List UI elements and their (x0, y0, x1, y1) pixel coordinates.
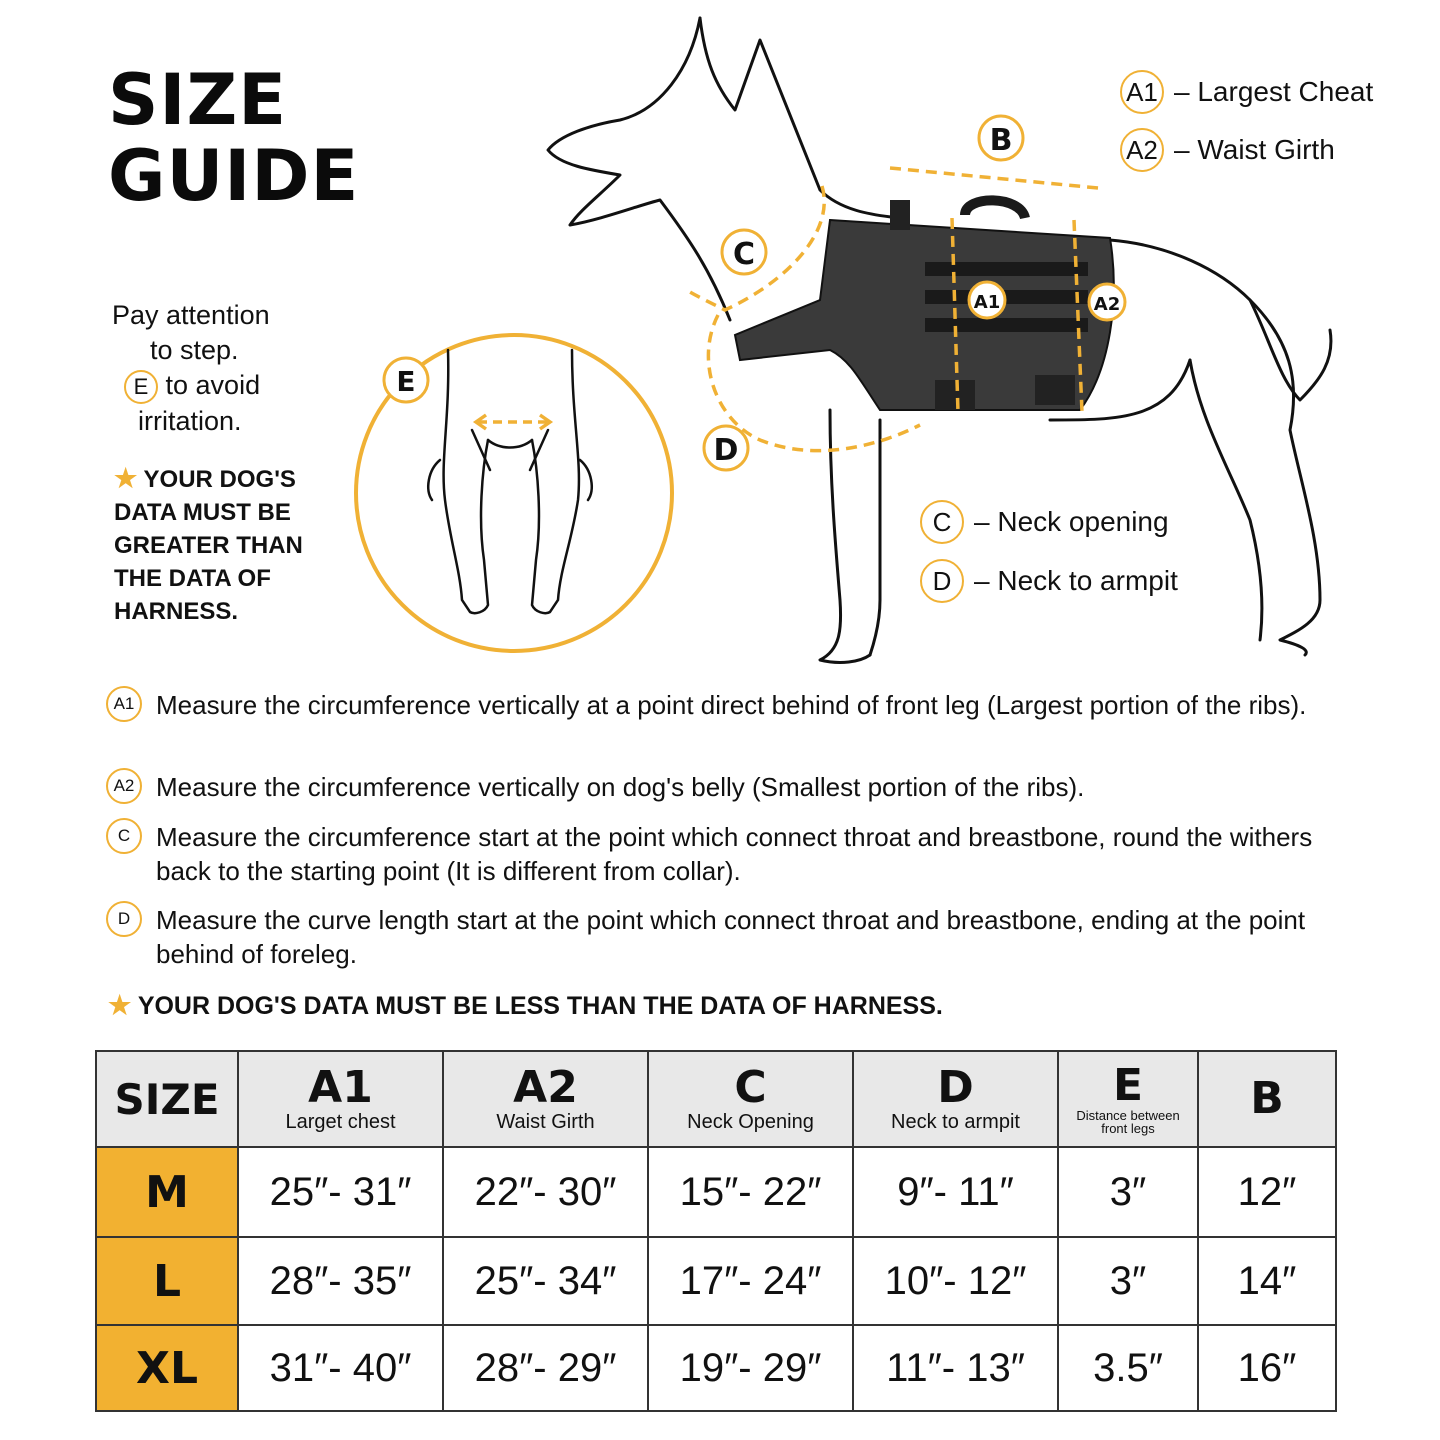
cell-d: 11″- 13″ (853, 1325, 1058, 1411)
note-e-badge: E (124, 370, 158, 404)
star-icon: ★ (108, 990, 132, 1020)
c-label: C (732, 237, 756, 272)
a2-label: A2 (1093, 294, 1121, 315)
instruction-a1-text: Measure the circumference vertically at a point direct behind of front leg (Largest portion of the ribs). (156, 690, 1307, 720)
legend-a2-text: – Waist Girth (1174, 134, 1335, 165)
warning-line-3: GREATER THAN (114, 532, 303, 559)
instruction-a1-badge: A1 (106, 686, 142, 722)
legend-a1 (1120, 70, 1373, 114)
d-label: D (713, 433, 739, 468)
cell-a1: 31″- 40″ (238, 1325, 443, 1411)
header-c: C Neck Opening (648, 1051, 853, 1147)
instruction-d-badge: D (106, 901, 142, 937)
legend-c-badge: C (920, 500, 964, 544)
legend-d-badge: D (920, 559, 964, 603)
star-icon: ★ (114, 463, 138, 493)
cell-a2: 28″- 29″ (443, 1325, 648, 1411)
instruction-a2-badge: A2 (106, 768, 142, 804)
instruction-a2 (106, 770, 1336, 804)
cell-a2: 22″- 30″ (443, 1147, 648, 1237)
legend-d (920, 559, 1178, 603)
harness (732, 200, 1114, 410)
title-line-1: SIZE (108, 59, 288, 141)
cell-c: 19″- 29″ (648, 1325, 853, 1411)
size-table (95, 1050, 1337, 1412)
cell-c: 15″- 22″ (648, 1147, 853, 1237)
instruction-c-badge: C (106, 818, 142, 854)
cell-b: 14″ (1198, 1237, 1336, 1325)
header-e: E Distance between front legs (1058, 1051, 1198, 1147)
note-line-1: Pay attention (112, 300, 270, 330)
instruction-a2-text: Measure the circumference vertically on dog's belly (Smallest portion of the ribs). (156, 772, 1085, 802)
title-line-2: GUIDE (108, 135, 360, 217)
instruction-c-text: Measure the circumference start at the point which connect throat and breastbone, round the withers back to the starting point (It is different from collar). (156, 822, 1313, 886)
legend-a1-text: – Largest Cheat (1174, 76, 1374, 107)
header-d: D Neck to armpit (853, 1051, 1058, 1147)
table-header-row (96, 1051, 1336, 1147)
cell-d: 9″- 11″ (853, 1147, 1058, 1237)
legend-a2-badge: A2 (1120, 128, 1164, 172)
instruction-d (106, 903, 1336, 971)
header-a2: A2 Waist Girth (443, 1051, 648, 1147)
instruction-a1 (106, 688, 1336, 722)
row-size-m: M (96, 1147, 238, 1237)
row-size-xl: XL (96, 1325, 238, 1411)
b-label: B (989, 123, 1013, 158)
legend-a1-badge: A1 (1120, 70, 1164, 114)
warning-line-4: THE DATA OF (114, 565, 271, 592)
instruction-d-text: Measure the curve length start at the point which connect throat and breastbone, ending at the point behind of foreleg. (156, 905, 1306, 969)
cell-e: 3″ (1058, 1237, 1198, 1325)
warning-line-5: HARNESS. (114, 598, 239, 625)
cell-a1: 25″- 31″ (238, 1147, 443, 1237)
note-line-4: irritation. (138, 405, 242, 436)
e-label: E (396, 365, 416, 398)
table-row (96, 1147, 1336, 1237)
cell-e: 3.5″ (1058, 1325, 1198, 1411)
front-legs-drawing (428, 350, 591, 613)
warning-line-1: YOUR DOG'S (143, 466, 296, 493)
header-a1: A1 Larget chest (238, 1051, 443, 1147)
a1-label: A1 (973, 292, 1001, 313)
warning-bottom-text: YOUR DOG'S DATA MUST BE LESS THAN THE DATA OF HARNESS. (137, 992, 943, 1020)
legend-c (920, 500, 1169, 544)
cell-b: 12″ (1198, 1147, 1336, 1237)
cell-e: 3″ (1058, 1147, 1198, 1237)
table-row (96, 1325, 1336, 1411)
note-line-2: to step. (150, 335, 239, 365)
header-size: SIZE (96, 1051, 238, 1147)
warning-line-2: DATA MUST BE (114, 499, 291, 526)
legend-a2 (1120, 128, 1335, 172)
cell-b: 16″ (1198, 1325, 1336, 1411)
note-line-3-text: to avoid (165, 370, 261, 400)
row-size-l: L (96, 1237, 238, 1325)
legend-c-text: – Neck opening (974, 506, 1169, 537)
instruction-c (106, 820, 1336, 888)
header-b: B (1198, 1051, 1336, 1147)
cell-a1: 28″- 35″ (238, 1237, 443, 1325)
cell-c: 17″- 24″ (648, 1237, 853, 1325)
cell-d: 10″- 12″ (853, 1237, 1058, 1325)
cell-a2: 25″- 34″ (443, 1237, 648, 1325)
legend-d-text: – Neck to armpit (974, 565, 1178, 596)
table-row (96, 1237, 1336, 1325)
warning-less-than (108, 990, 943, 1021)
